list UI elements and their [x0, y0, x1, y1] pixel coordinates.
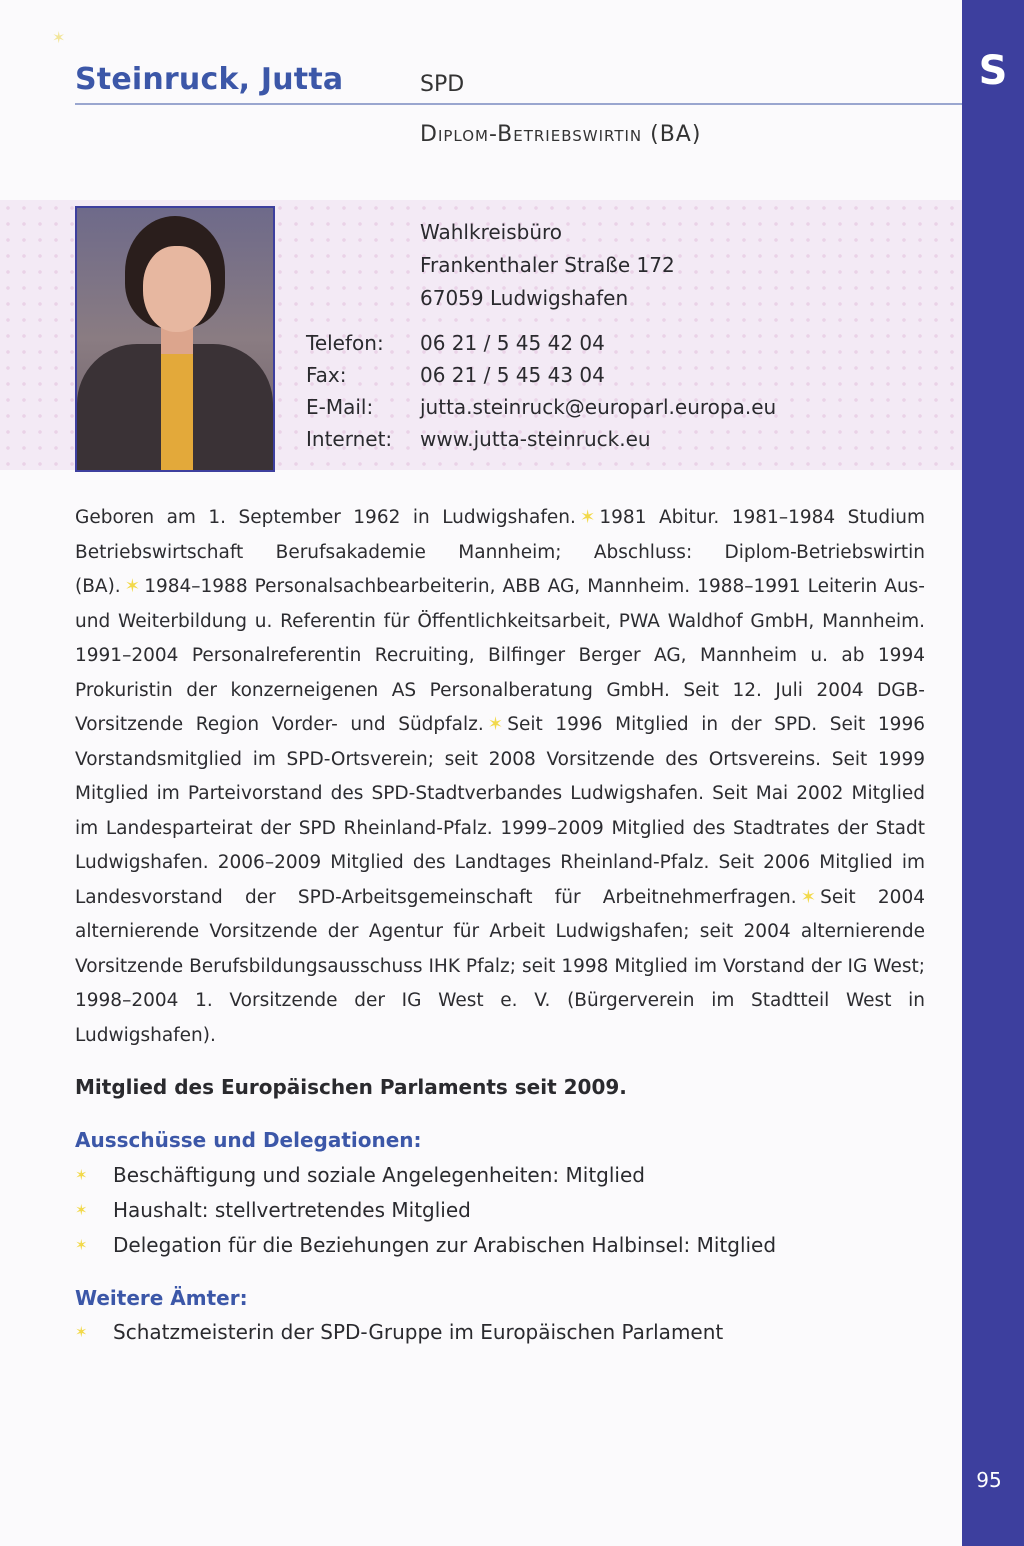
address-line: Frankenthaler Straße 172	[420, 253, 675, 277]
other-offices-heading: Weitere Ämter:	[75, 1286, 248, 1310]
office-label: Schatzmeisterin der SPD-Gruppe im Europäischen Parlament	[113, 1320, 724, 1344]
office-address	[420, 216, 675, 315]
committees-heading: Ausschüsse und Delegationen:	[75, 1128, 422, 1152]
list-item	[75, 1193, 776, 1228]
star-icon: ✶	[487, 714, 504, 735]
star-icon: ✶	[75, 1236, 88, 1254]
star-icon: ✶	[75, 1201, 88, 1219]
contact-table	[306, 327, 776, 455]
star-icon: ✶	[800, 886, 817, 908]
address-line: Wahlkreisbüro	[420, 220, 563, 244]
other-offices-list	[75, 1315, 723, 1350]
committee-label: Delegation für die Beziehungen zur Arabischen Halbinsel: Mitglied	[113, 1233, 777, 1257]
list-item	[75, 1158, 776, 1193]
bio-segment: Seit 1996 Mitglied in der SPD. Seit 1996 Vorstandsmitglied im SPD-Ortsverein; seit 2008 Vorsitzende des Ortsvereins. Seit 1999 Mitglied im Parteivorstand des SPD-Stadtverbandes Ludwigshafen. Seit Mai 2002 Mitglied im Landesparteirat der SPD Rheinland-Pfalz. 1999–2009 Mitglied des Stadtrates der Stadt Ludwigshafen. 2006–2009 Mitglied des Landtages Rheinland-Pfalz. Seit 2006 Mitglied im Landesvorstand der SPD-Arbeitsgemeinschaft für Arbeitnehmerfragen.	[75, 714, 925, 908]
contact-label: Internet:	[306, 427, 393, 451]
header-divider	[75, 103, 962, 105]
committee-label: Beschäftigung und soziale Angelegenheiten: Mitglied	[113, 1163, 645, 1187]
bio-segment: Geboren am 1. September 1962 in Ludwigshafen.	[75, 507, 576, 528]
phone-value: 06 21 / 5 45 42 04	[420, 331, 605, 355]
contact-row-internet	[306, 423, 776, 455]
contact-row-email	[306, 391, 776, 423]
bio-segment: 1984–1988 Personalsachbearbeiterin, ABB AG, Mannheim. 1988–1991 Leiterin Aus- und Weiterbildung u. Referentin für Öffentlichkeitsarbeit, PWA Waldhof GmbH, Mannheim. 1991–2004 Personalreferentin Recruiting, Bilfinger Berger AG, Mannheim u. ab 1994 Prokuristin der konzerneigenen AS Personalberatung GmbH. Seit 12. Juli 2004 DGB-Vorsitzende Region Vorder- und Südpfalz.	[75, 576, 925, 735]
contact-label: Fax:	[306, 363, 347, 387]
profession: Diplom-Betriebswirtin (BA)	[420, 122, 702, 147]
list-item	[75, 1228, 776, 1263]
biography	[75, 501, 925, 1053]
list-item	[75, 1315, 723, 1350]
committee-label: Haushalt: stellvertretendes Mitglied	[113, 1198, 471, 1222]
star-icon: ✶	[75, 1166, 88, 1184]
bio-segment: Seit 2004 alternierende Vorsitzende der Agentur für Arbeit Ludwigshafen; seit 2004 alternierende Vorsitzende Berufsbildungsausschuss IHK Pfalz; seit 1998 Mitglied im Vorstand der IG West; 1998–2004 1. Vorsitzende der IG West e. V. (Bürgerverein im Stadtteil West in Ludwigshafen).	[75, 886, 925, 1046]
star-icon: ✶	[579, 507, 596, 528]
address-line: 67059 Ludwigshafen	[420, 286, 629, 310]
portrait-photo	[75, 206, 275, 472]
star-icon: ✶	[124, 576, 141, 597]
contact-label: Telefon:	[306, 331, 384, 355]
decorative-star-icon: ✶	[52, 28, 66, 47]
party-name: SPD	[420, 72, 465, 97]
committees-list	[75, 1158, 776, 1263]
contact-row-phone	[306, 327, 776, 359]
contact-row-fax	[306, 359, 776, 391]
bio-segment: 1981 Abitur. 1981–1984 Studium Betriebswirtschaft Berufsakademie Mannheim; Abschluss: Diplom-Betriebswirtin (BA).	[75, 507, 925, 597]
mep-statement: Mitglied des Europäischen Parlaments seit 2009.	[75, 1075, 627, 1099]
page-number: 95	[976, 1468, 1002, 1492]
website-link[interactable]: www.jutta-steinruck.eu	[420, 427, 651, 451]
email-link[interactable]: jutta.steinruck@europarl.europa.eu	[420, 395, 777, 419]
contact-label: E-Mail:	[306, 395, 374, 419]
star-icon: ✶	[75, 1323, 88, 1341]
fax-value: 06 21 / 5 45 43 04	[420, 363, 605, 387]
section-letter: S	[978, 48, 1008, 94]
section-tab-band	[962, 0, 1024, 1546]
member-name: Steinruck, Jutta	[75, 62, 344, 97]
